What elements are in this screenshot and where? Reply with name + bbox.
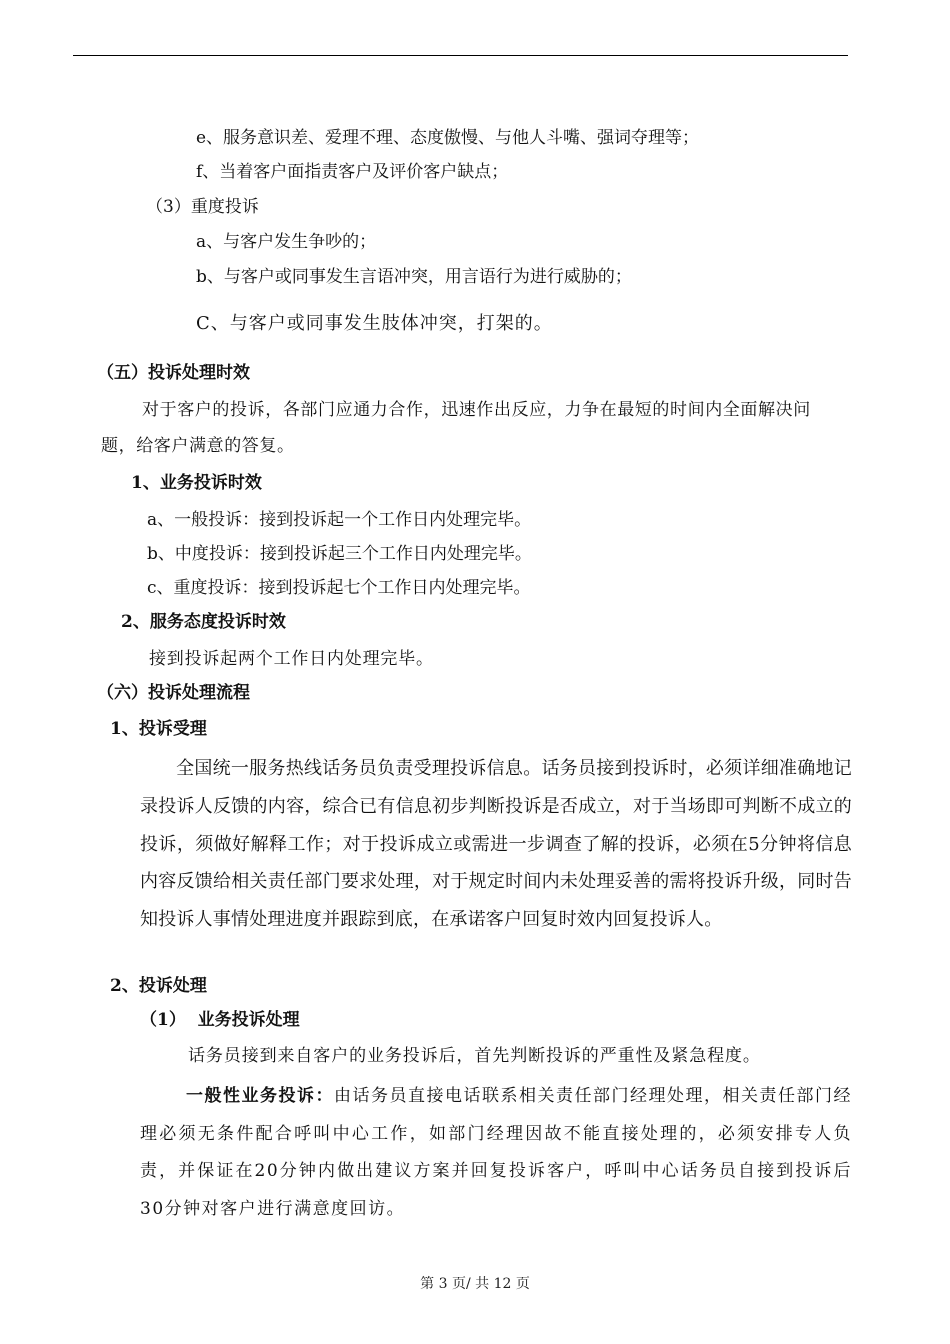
- subsection-acceptance: 1、投诉受理: [110, 719, 207, 739]
- item-general-complaint: a、一般投诉：接到投诉起一个工作日内处理完毕。: [147, 510, 532, 530]
- item-e: e、服务意识差、爱理不理、态度傲慢、与他人斗嘴、强词夺理等；: [196, 128, 700, 148]
- subsection-business-handling: （1） 业务投诉处理: [140, 1010, 300, 1030]
- page-footer: 第 3 页/ 共 12 页: [420, 1276, 530, 1292]
- heading-severe: （3）重度投诉: [146, 197, 259, 217]
- item-severe-a: a、与客户发生争吵的；: [196, 232, 377, 252]
- subsection-handling: 2、投诉处理: [110, 976, 207, 996]
- general-complaint-label: 一般性业务投诉：: [186, 1086, 334, 1106]
- subsection-business-timeliness: 1、业务投诉时效: [131, 473, 262, 493]
- acceptance-paragraph-text: 全国统一服务热线话务员负责受理投诉信息。话务员接到投诉时，必须详细准确地记录投诉人反馈的内容，综合已有信息初步判断投诉是否成立，对于当场即可判断不成立的投诉，须做好解释工作；对于投诉成立或需进一步调查了解的投诉，必须在5分钟将信息内容反馈给相关责任部门要求处理，对于规定时间内未处理妥善的需将投诉升级，同时告知投诉人事情处理进度并跟踪到底，在承诺客户回复时效内回复投诉人。: [140, 758, 852, 931]
- business-handling-intro: 话务员接到来自客户的业务投诉后，首先判断投诉的严重性及紧急程度。: [188, 1046, 761, 1066]
- subsection-attitude-timeliness: 2、服务态度投诉时效: [121, 612, 286, 632]
- item-f: f、当着客户面指责客户及评价客户缺点；: [196, 162, 509, 182]
- item-medium-complaint: b、中度投诉：接到投诉起三个工作日内处理完毕。: [147, 544, 532, 564]
- acceptance-paragraph: [140, 750, 852, 939]
- general-complaint-text: 由话务员直接电话联系相关责任部门经理处理，相关责任部门经理必须无条件配合呼叫中心工作，如部门经理因故不能直接处理的，必须安排专人负责，并保证在20分钟内做出建议方案并回复投诉客户，呼叫中心话务员自接到投诉后30分钟对客户进行满意度回访。: [140, 1086, 852, 1219]
- section-five-heading: （五）投诉处理时效: [97, 363, 250, 383]
- item-severe-b: b、与客户或同事发生言语冲突，用言语行为进行威胁的；: [196, 267, 632, 287]
- item-severe-c: C、与客户或同事发生肢体冲突，打架的。: [196, 313, 553, 334]
- section-five-para-line1: 对于客户的投诉，各部门应通力合作，迅速作出反应，力争在最短的时间内全面解决问: [142, 400, 811, 420]
- section-five-para-line2: 题，给客户满意的答复。: [101, 436, 295, 456]
- attitude-timeliness-text: 接到投诉起两个工作日内处理完毕。: [149, 649, 434, 669]
- section-six-heading: （六）投诉处理流程: [97, 683, 250, 703]
- item-severe-complaint: c、重度投诉：接到投诉起七个工作日内处理完毕。: [147, 578, 531, 598]
- general-complaint-paragraph: [140, 1078, 852, 1228]
- header-rule: [73, 55, 848, 56]
